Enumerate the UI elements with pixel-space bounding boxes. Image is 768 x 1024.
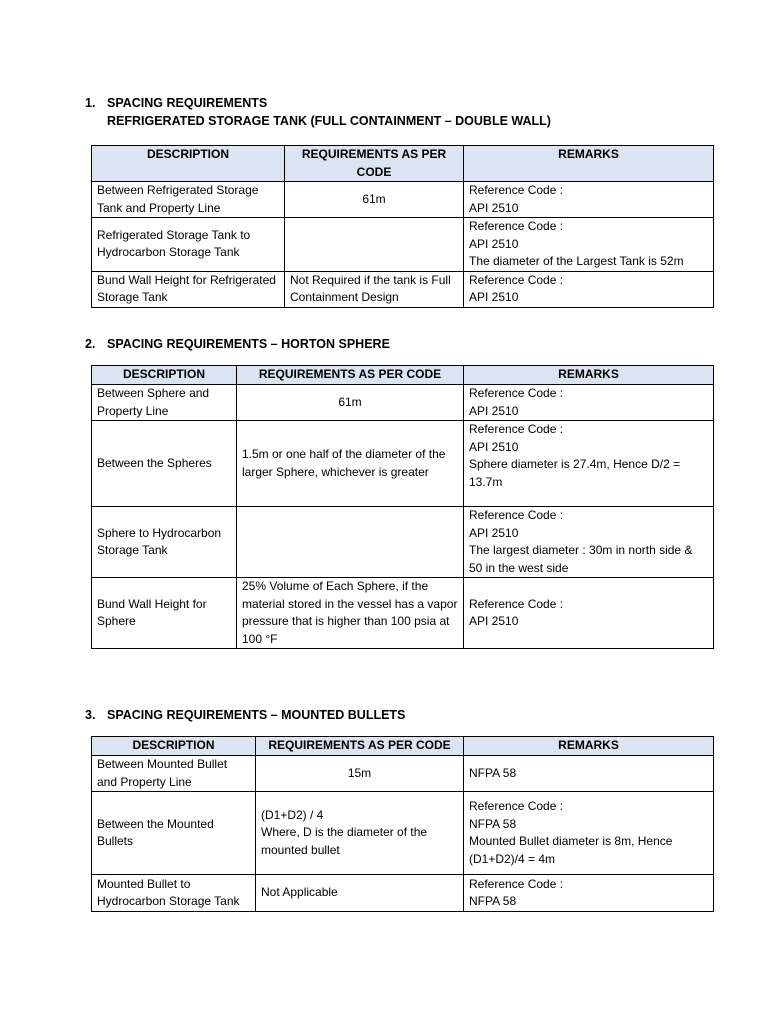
row-description: Between the Mounted Bullets (92, 792, 256, 875)
table-header-row (92, 737, 714, 756)
row-remarks (464, 218, 714, 272)
row-description: Sphere to Hydrocarbon Storage Tank (92, 507, 237, 578)
row-remarks (464, 385, 714, 421)
section-1-table (91, 145, 714, 308)
header-remarks: REMARKS (464, 737, 714, 756)
remark-line: API 2510 (469, 236, 519, 251)
row-remarks (464, 875, 714, 912)
table-row (92, 218, 714, 272)
remark-line: Reference Code : (469, 876, 564, 891)
row-description: Refrigerated Storage Tank to Hydrocarbon Storage Tank (92, 218, 285, 272)
row-requirement: (D1+D2) / 4 Where, D is the diameter of the mounted bullet (256, 792, 464, 875)
table-row (92, 507, 714, 578)
row-remarks (464, 421, 714, 507)
section-2-number: 2. (85, 337, 96, 351)
header-description: DESCRIPTION (92, 737, 256, 756)
remark-line: API 2510 (469, 290, 519, 304)
row-description: Mounted Bullet to Hydrocarbon Storage Tank (92, 875, 256, 912)
table-row (92, 421, 714, 507)
row-requirement: Not Required if the tank is Full Containment Design (285, 271, 464, 307)
table-row (92, 385, 714, 421)
row-requirement (237, 507, 464, 578)
section-2-table (91, 365, 714, 649)
header-requirements: REQUIREMENTS AS PER CODE (237, 366, 464, 385)
table-row (92, 271, 714, 307)
remark-line: Reference Code : (469, 183, 564, 197)
row-requirement: 25% Volume of Each Sphere, if the material stored in the vessel has a vapor pressure that is higher than 100 psia at 100 °F (237, 578, 464, 649)
section-3-heading (85, 706, 405, 724)
header-requirements: REQUIREMENTS AS PER CODE (285, 146, 464, 182)
row-description: Between Sphere and Property Line (92, 385, 237, 421)
remark-line: NFPA 58 (469, 765, 517, 780)
row-remarks (464, 578, 714, 649)
remark-line: Reference Code : (469, 422, 564, 436)
remark-line: The largest diameter : 30m in north side & 50 in the west side (469, 543, 693, 575)
row-remarks (464, 271, 714, 307)
section-3-title: SPACING REQUIREMENTS – MOUNTED BULLETS (107, 708, 406, 722)
section-3-number: 3. (85, 708, 96, 722)
row-description: Between Refrigerated Storage Tank and Property Line (92, 182, 285, 218)
section-2-title: SPACING REQUIREMENTS – HORTON SPHERE (107, 337, 390, 351)
header-remarks: REMARKS (464, 366, 714, 385)
row-remarks (464, 756, 714, 792)
row-remarks (464, 507, 714, 578)
section-1-number: 1. (85, 96, 96, 110)
remark-line: API 2510 (469, 614, 519, 628)
section-1-heading (85, 94, 551, 130)
row-description: Between Mounted Bullet and Property Line (92, 756, 256, 792)
section-1-subtitle: REFRIGERATED STORAGE TANK (FULL CONTAINMENT – DOUBLE WALL) (107, 114, 551, 128)
header-remarks: REMARKS (464, 146, 714, 182)
remark-line: Reference Code : (469, 508, 564, 522)
row-requirement (285, 218, 464, 272)
row-requirement: 61m (285, 182, 464, 218)
section-1-title: SPACING REQUIREMENTS (107, 96, 268, 110)
remark-line: The diameter of the Largest Tank is 52m (469, 254, 684, 268)
remark-line: NFPA 58 (469, 816, 517, 831)
remark-line: API 2510 (469, 439, 519, 454)
row-requirement: 15m (256, 756, 464, 792)
row-remarks (464, 792, 714, 875)
header-description: DESCRIPTION (92, 366, 237, 385)
table-header-row (92, 366, 714, 385)
row-requirement: 1.5m or one half of the diameter of the larger Sphere, whichever is greater (237, 421, 464, 507)
header-requirements: REQUIREMENTS AS PER CODE (256, 737, 464, 756)
table-header-row (92, 146, 714, 182)
table-row (92, 875, 714, 912)
row-description: Between the Spheres (92, 421, 237, 507)
table-row (92, 578, 714, 649)
section-3-table (91, 736, 714, 912)
remark-line: Reference Code : (469, 799, 564, 813)
remark-line: Mounted Bullet diameter is 8m, Hence (D1+D2)/4 = 4m (469, 834, 673, 866)
row-remarks (464, 182, 714, 218)
remark-line: API 2510 (469, 525, 519, 540)
row-description: Bund Wall Height for Refrigerated Storage Tank (92, 271, 285, 307)
row-requirement: 61m (237, 385, 464, 421)
table-row (92, 182, 714, 218)
row-requirement: Not Applicable (256, 875, 464, 912)
remark-line: Sphere diameter is 27.4m, Hence D/2 = 13.7m (469, 457, 681, 489)
remark-line: NFPA 58 (469, 894, 517, 908)
header-description: DESCRIPTION (92, 146, 285, 182)
remark-line: Reference Code : (469, 596, 564, 611)
table-row (92, 756, 714, 792)
row-description: Bund Wall Height for Sphere (92, 578, 237, 649)
remark-line: Reference Code : (469, 219, 564, 233)
section-2-heading (85, 335, 390, 353)
remark-line: API 2510 (469, 403, 519, 418)
remark-line: Reference Code : (469, 272, 564, 287)
remark-line: API 2510 (469, 200, 519, 215)
remark-line: Reference Code : (469, 386, 564, 400)
table-row (92, 792, 714, 875)
